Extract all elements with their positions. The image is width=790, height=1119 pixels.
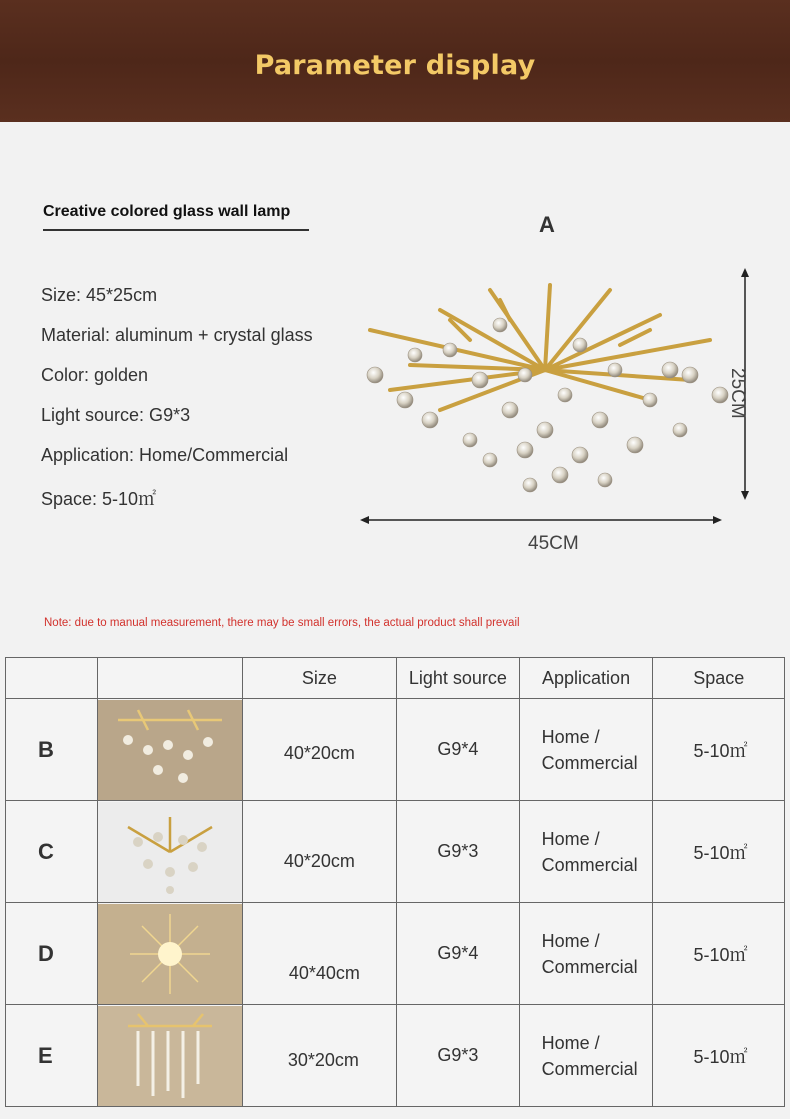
title-underline xyxy=(43,229,309,231)
table-row xyxy=(6,801,785,903)
spec-material: Material: aluminum + crystal glass xyxy=(41,325,313,345)
row-size: 40*20cm xyxy=(242,801,396,903)
lamp-d-thumbnail xyxy=(98,904,242,1004)
product-title: Creative colored glass wall lamp xyxy=(43,203,291,220)
lamp-a-image xyxy=(350,250,740,505)
table-row xyxy=(6,1005,785,1107)
variants-table xyxy=(5,657,785,1107)
lamp-c-thumbnail xyxy=(98,802,242,902)
row-size: 30*20cm xyxy=(242,1005,396,1107)
row-model: B xyxy=(6,699,98,801)
height-label: 25CM xyxy=(727,368,748,419)
header-banner xyxy=(0,0,790,122)
row-space: 5-10㎡ xyxy=(653,903,785,1005)
table-row xyxy=(6,903,785,1005)
width-label: 45CM xyxy=(528,533,579,554)
lamp-b-thumbnail xyxy=(98,700,242,800)
row-light-source: G9*4 xyxy=(397,903,519,1005)
page-title: Parameter display xyxy=(254,50,536,81)
header-light-source: Light source xyxy=(397,658,519,699)
model-letter: A xyxy=(539,212,555,237)
header-application: Application xyxy=(519,658,653,699)
row-application: Home / Commercial xyxy=(519,903,653,1005)
header-image xyxy=(97,658,242,699)
row-space: 5-10㎡ xyxy=(653,1005,785,1107)
spec-space: Space: 5-10㎡ xyxy=(41,489,157,509)
width-dimension-arrow xyxy=(360,512,722,528)
spec-application: Application: Home/Commercial xyxy=(41,445,289,465)
row-model: D xyxy=(6,903,98,1005)
header-size: Size xyxy=(242,658,396,699)
row-application: Home / Commercial xyxy=(519,699,653,801)
measurement-note: Note: due to manual measurement, there may be small errors, the actual product shall prevail xyxy=(44,617,520,629)
table-row xyxy=(6,699,785,801)
row-application: Home / Commercial xyxy=(519,801,653,903)
table-header-row xyxy=(6,658,785,699)
spec-color: Color: golden xyxy=(41,365,149,385)
header-model xyxy=(6,658,98,699)
spec-size: Size: 45*25cm xyxy=(41,285,158,305)
row-model: C xyxy=(6,801,98,903)
header-space: Space xyxy=(653,658,785,699)
lamp-e-thumbnail xyxy=(98,1006,242,1106)
row-size: 40*20cm xyxy=(242,699,396,801)
row-light-source: G9*3 xyxy=(397,801,519,903)
row-application: Home / Commercial xyxy=(519,1005,653,1107)
spec-light-source: Light source: G9*3 xyxy=(41,405,191,425)
row-space: 5-10㎡ xyxy=(653,699,785,801)
row-space: 5-10㎡ xyxy=(653,801,785,903)
row-light-source: G9*4 xyxy=(397,699,519,801)
row-size: 40*40cm xyxy=(242,903,396,1005)
row-model: E xyxy=(6,1005,98,1107)
row-light-source: G9*3 xyxy=(397,1005,519,1107)
